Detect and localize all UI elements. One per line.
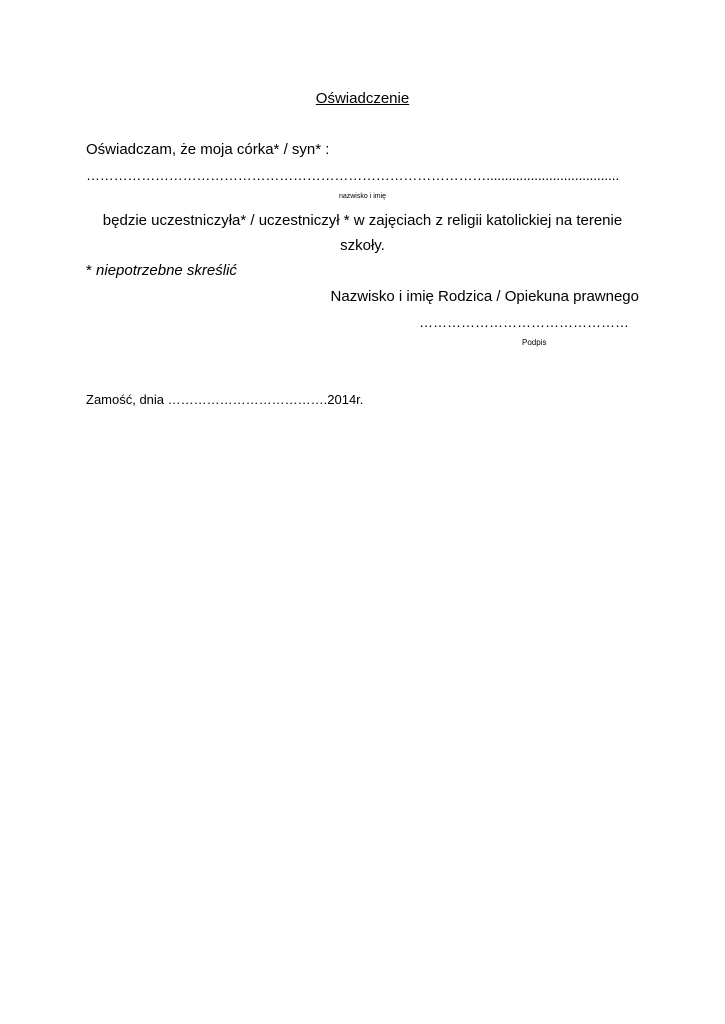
place-date-line: Zamość, dnia ……………………………….2014r. [86,392,364,407]
intro-text: Oświadczam, że moja córka* / syn* : [86,141,330,158]
parent-name-label: Nazwisko i imię Rodzica / Opiekuna prawnego [330,288,639,305]
statement-line-2: szkoły. [340,237,385,254]
child-name-fill-line: …………………………………………………………………………….................................... [86,167,620,183]
child-name-caption: nazwisko i imię [338,193,387,200]
statement-line-1: będzie uczestniczyła* / uczestniczył * w zajęciach z religii katolickiej na terenie [102,212,623,229]
document-title: Oświadczenie [315,90,410,107]
footnote-text: niepotrzebne skreślić [96,262,237,279]
footnote-star: * [86,262,97,279]
footnote [86,262,237,279]
signature-fill-line: ……………………………………… [419,314,629,330]
signature-caption: Podpis [522,338,547,347]
